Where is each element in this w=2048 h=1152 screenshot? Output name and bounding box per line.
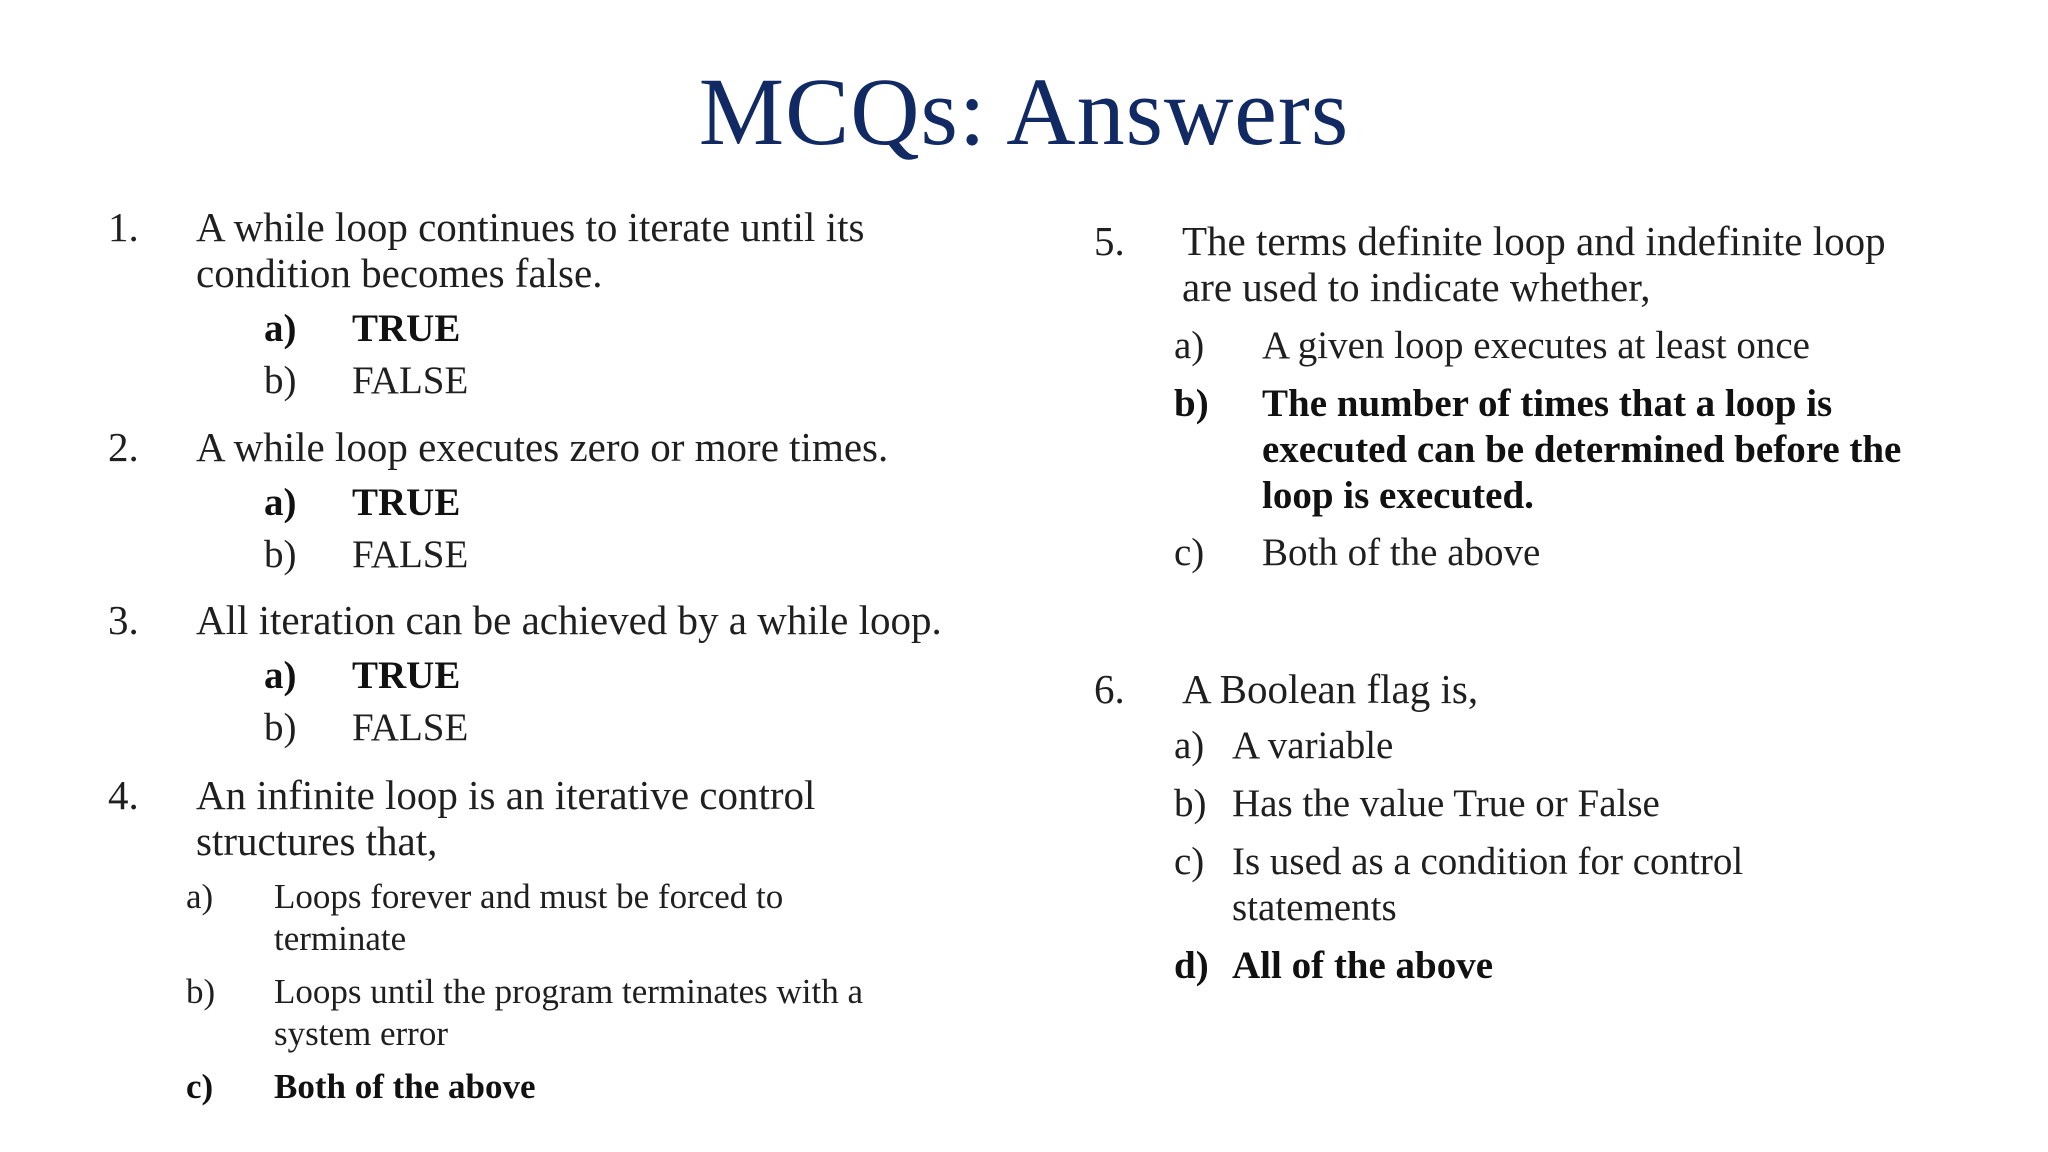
- question-text-line: A while loop executes zero or more times.: [196, 424, 889, 470]
- option-text: FALSE: [352, 706, 469, 749]
- question-text-line: All iteration can be achieved by a while loop.: [196, 597, 942, 643]
- option-text-line: A given loop executes at least once: [1262, 324, 1810, 367]
- option: [1174, 781, 1974, 827]
- option-text-line: Is used as a condition for control: [1232, 840, 1744, 883]
- option-letter: a): [1174, 324, 1205, 367]
- question-number: 1.: [108, 204, 139, 250]
- option-letter: a): [264, 481, 297, 524]
- option-correct: [1174, 381, 1974, 519]
- question-number: 3.: [108, 597, 139, 643]
- option-text-line: executed can be determined before the: [1262, 428, 1902, 471]
- option-text-line: Both of the above: [274, 1067, 536, 1106]
- option: [1174, 530, 1974, 576]
- question-6: [1094, 666, 1994, 712]
- option-letter: a): [1174, 724, 1205, 767]
- option-text-line: statements: [1232, 886, 1397, 929]
- option: [264, 705, 564, 751]
- option: [264, 358, 564, 404]
- question-text-line: condition becomes false.: [196, 250, 603, 296]
- question-number: 5.: [1094, 218, 1125, 264]
- option-letter: b): [264, 533, 297, 576]
- option-text-line: Loops until the program terminates with a: [274, 972, 864, 1011]
- option: [186, 876, 986, 960]
- slide-title: MCQs: Answers: [698, 58, 1350, 165]
- option-correct: [264, 306, 564, 352]
- option-correct: [264, 653, 564, 699]
- option-letter: c): [1174, 531, 1205, 574]
- option-text: FALSE: [352, 533, 469, 576]
- question-text-line: are used to indicate whether,: [1182, 264, 1651, 310]
- option: [1174, 723, 1974, 769]
- question-text-line: structures that,: [196, 818, 438, 864]
- question-5: [1094, 218, 1994, 310]
- option-text-line: Has the value True or False: [1232, 782, 1660, 825]
- option-text: TRUE: [352, 307, 461, 350]
- option-letter: b): [186, 972, 216, 1011]
- question-text-line: The terms definite loop and indefinite loop: [1182, 218, 1886, 264]
- option-correct: [186, 1066, 986, 1108]
- option-letter: b): [1174, 782, 1207, 825]
- option: [264, 532, 564, 578]
- question-2: [108, 424, 1008, 470]
- question-4: [108, 772, 1008, 864]
- option-letter: a): [264, 307, 297, 350]
- option: [1174, 839, 1974, 931]
- option: [186, 971, 986, 1055]
- option-letter: b): [1174, 382, 1209, 425]
- question-number: 4.: [108, 772, 139, 818]
- option-text-line: The number of times that a loop is: [1262, 382, 1833, 425]
- option-letter: b): [264, 359, 297, 402]
- option-correct: [264, 480, 564, 526]
- question-3: [108, 597, 1008, 643]
- option-letter: b): [264, 706, 297, 749]
- question-text-line: A while loop continues to iterate until its: [196, 204, 865, 250]
- option-text: TRUE: [352, 481, 461, 524]
- option-text-line: system error: [274, 1014, 448, 1053]
- option-text-line: All of the above: [1232, 944, 1494, 987]
- option-correct: [1174, 943, 1974, 989]
- option-text: FALSE: [352, 359, 469, 402]
- option-text-line: Loops forever and must be forced to: [274, 877, 784, 916]
- question-text-line: An infinite loop is an iterative control: [196, 772, 816, 818]
- question-number: 2.: [108, 424, 139, 470]
- option-text-line: A variable: [1232, 724, 1394, 767]
- question-number: 6.: [1094, 666, 1125, 712]
- question-1: [108, 204, 1008, 296]
- option-text-line: Both of the above: [1262, 531, 1541, 574]
- option-letter: c): [1174, 840, 1205, 883]
- option-text-line: loop is executed.: [1262, 474, 1534, 517]
- option-text-line: terminate: [274, 919, 407, 958]
- question-text-line: A Boolean flag is,: [1182, 666, 1479, 712]
- option-letter: a): [186, 877, 214, 916]
- option-letter: c): [186, 1067, 214, 1106]
- option-letter: a): [264, 654, 297, 697]
- option-text: TRUE: [352, 654, 461, 697]
- option-letter: d): [1174, 944, 1209, 987]
- option: [1174, 323, 1974, 369]
